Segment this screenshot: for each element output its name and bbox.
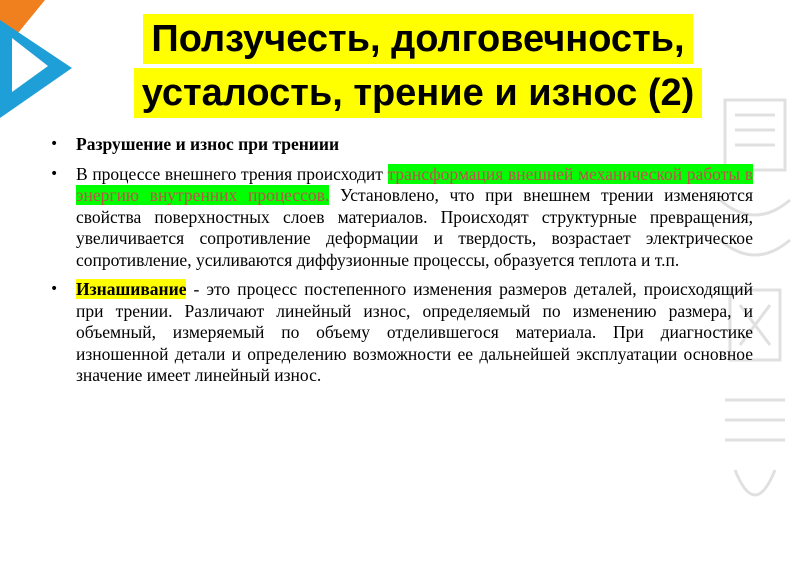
slide-content (50, 134, 753, 395)
bullet-marker: • (50, 281, 59, 297)
bullet-friction-wear (50, 134, 753, 156)
highlighted-term: Изнашивание (76, 279, 187, 299)
bullet-wear-definition (50, 279, 753, 387)
highlighted-phrase: трансформация внешней механической работы в энергию внутренних процессов. (76, 163, 753, 205)
slide-title (76, 14, 760, 122)
paragraph-text-start: В процессе внешнего трения происходит (76, 163, 388, 184)
title-line-1: Ползучесть, долговечность, (143, 14, 692, 64)
title-line-2: усталость, трение и износ (2) (134, 68, 703, 118)
bullet-marker: • (50, 136, 59, 152)
bullet-heading: Разрушение и износ при трениии (76, 134, 340, 154)
bullet-external-friction (50, 164, 753, 272)
definition-text: - это процесс постепенного изменения размеров деталей, происходящий при трении. Различают линейный износ, определяемый по изменению размера, и объемный, измеряемый по объему отделившегося материала. При диагностике изношенной детали и определению возможности ее дальнейшей эксплуатации основное значение имеет линейный износ. (76, 279, 753, 385)
paragraph-text-end: Установлено, что при внешнем трении изменяются свойства поверхностных слоев материалов. Происходят структурные превращения, увеличивается сопротивление деформации и твердость, возрастает электрическое сопротивление, усиливаются диффузионные процессы, образуется теплота и т.п. (76, 185, 753, 270)
bullet-marker: • (50, 165, 59, 182)
